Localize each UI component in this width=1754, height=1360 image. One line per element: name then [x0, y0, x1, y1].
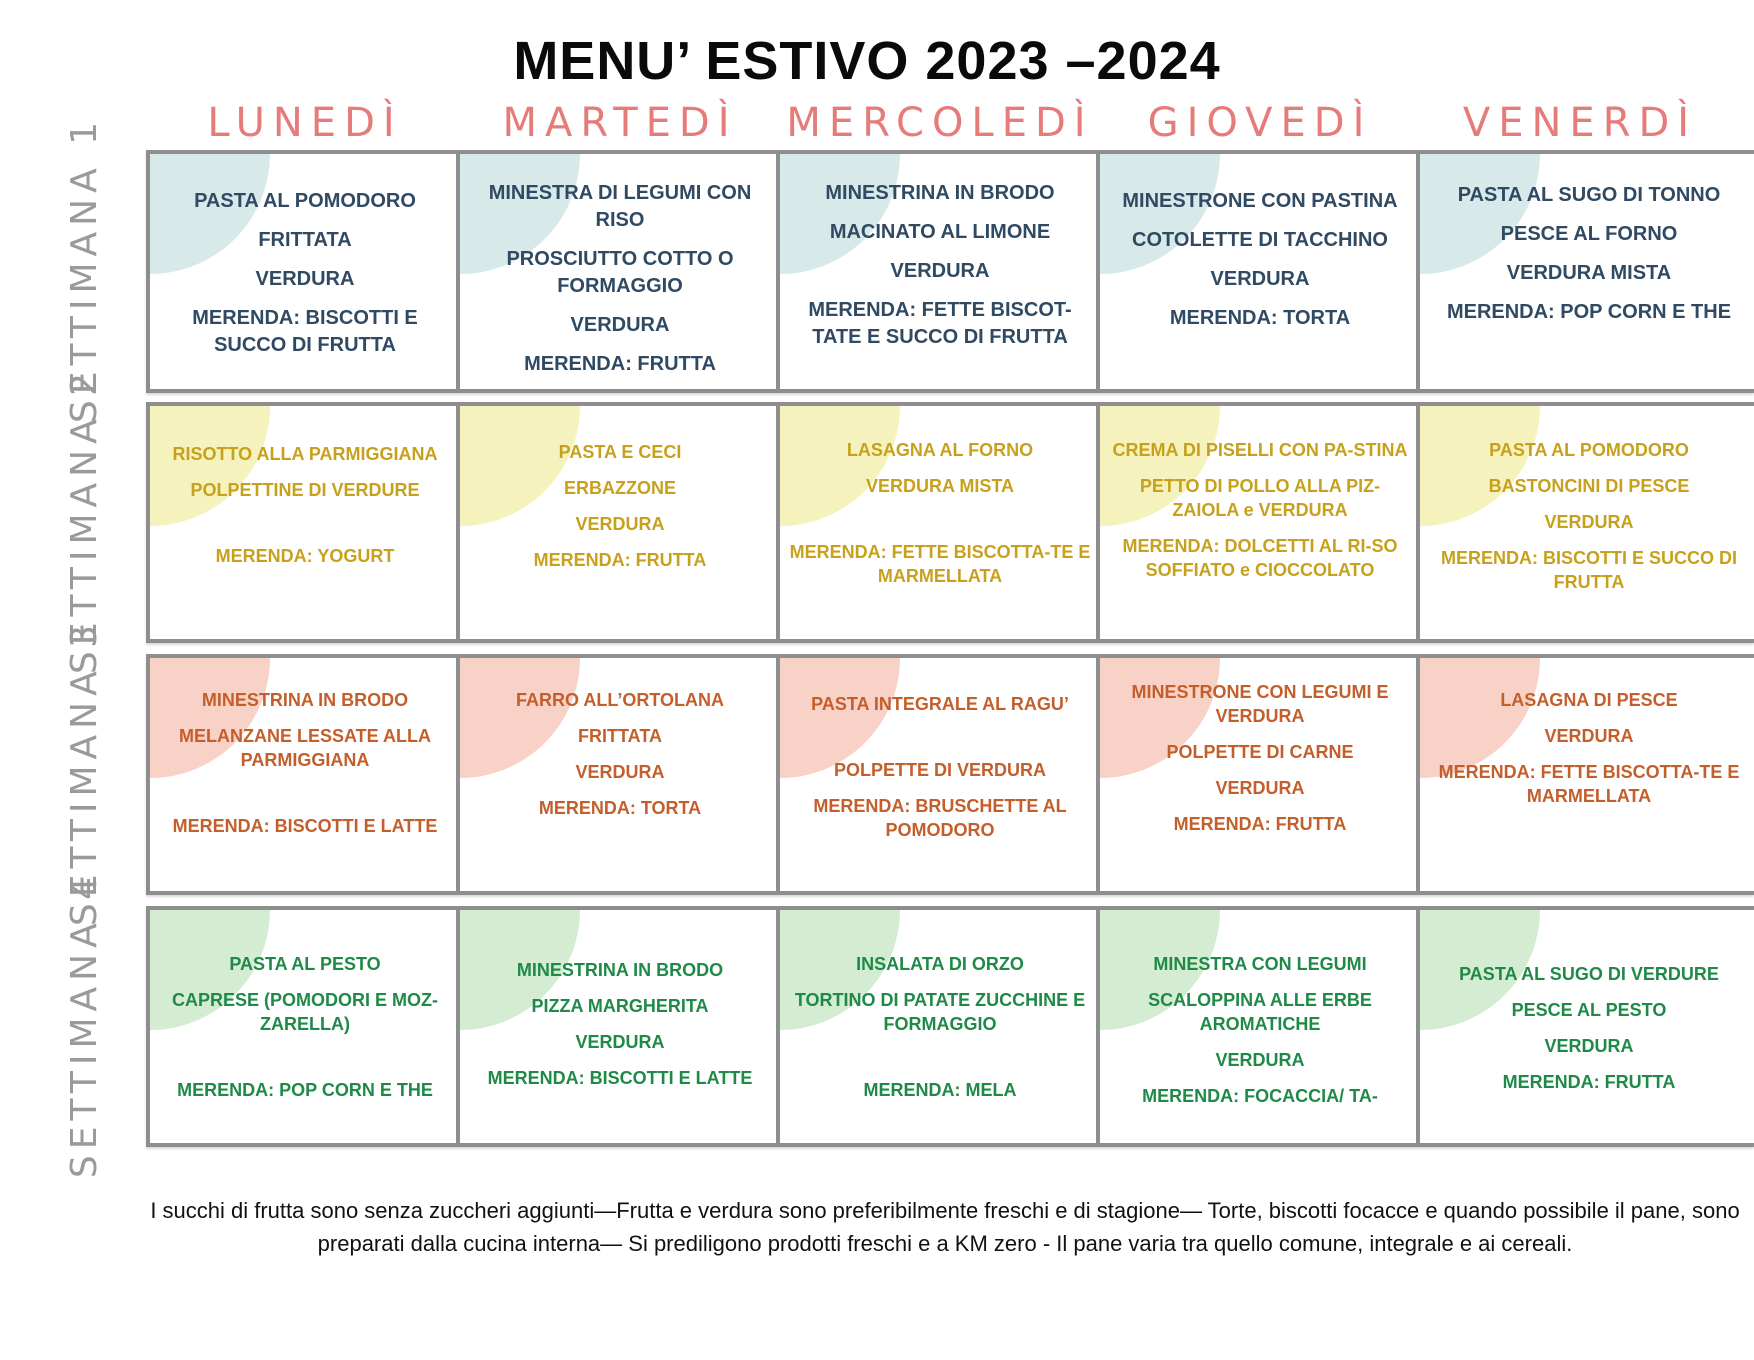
menu-item: PASTA AL SUGO DI VERDURE [1459, 964, 1719, 984]
menu-cell [146, 154, 460, 389]
menu-item: VERDURA [890, 260, 990, 282]
menu-cell [456, 910, 780, 1143]
menu-item: PASTA AL POMODORO [194, 190, 416, 212]
menu-item: MINESTRINA IN BRODO [825, 182, 1055, 204]
week-label-2 [60, 366, 110, 675]
menu-item: CREMA DI PISELLI CON PA-STINA [1112, 440, 1408, 460]
menu-item: MINESTRA DI LEGUMI CON RISO [488, 182, 752, 231]
menu-cell [1416, 406, 1754, 639]
menu-cell [1096, 658, 1420, 891]
menu-cell [1416, 910, 1754, 1143]
menu-item: MERENDA: DOLCETTI AL RI-SO SOFFIATO e CIOCCOLATO [1122, 536, 1398, 580]
week-label-3 [60, 618, 110, 927]
menu-item: POLPETTE DI VERDURA [833, 760, 1047, 780]
menu-cell [456, 154, 780, 389]
menu-item: CAPRESE (POMODORI E MOZ-ZARELLA) [171, 990, 438, 1034]
menu-items [1108, 154, 1412, 389]
menu-item: VERDURA [1544, 512, 1634, 532]
menu-cell [1096, 910, 1420, 1143]
week-row-4 [146, 906, 1754, 1147]
menu-item: VERDURA MISTA [1506, 262, 1672, 284]
menu-item: PASTA AL PESTO [229, 954, 381, 974]
menu-item: MERENDA: BISCOTTI E SUCCO DI FRUTTA [192, 307, 418, 356]
menu-item: MERENDA: FRUTTA [1502, 1072, 1676, 1092]
menu-item: COTOLETTE DI TACCHINO [1132, 229, 1388, 251]
menu-item: VERDURA [1544, 1036, 1634, 1056]
menu-items [1108, 406, 1412, 639]
menu-items [1108, 658, 1412, 891]
menu-items [1108, 910, 1412, 1143]
menu-item: MINESTRONE CON LEGUMI E VERDURA [1131, 682, 1389, 726]
menu-cell [776, 658, 1100, 891]
menu-item: MERENDA: TORTA [538, 798, 702, 818]
menu-item: BASTONCINI DI PESCE [1488, 476, 1690, 496]
menu-items [1428, 406, 1750, 639]
menu-items [1428, 658, 1750, 891]
week-label-text: SETTIMANA 2 [64, 366, 106, 675]
menu-cell [1416, 154, 1754, 389]
menu-item: LASAGNA AL FORNO [846, 440, 1034, 460]
day-header-venerdi: VENERDÌ [1462, 100, 1698, 146]
menu-item: PASTA INTEGRALE AL RAGU’ [811, 694, 1069, 714]
menu-cell [1096, 406, 1420, 639]
week-row-2 [146, 402, 1754, 643]
menu-cell [146, 406, 460, 639]
menu-item: PASTA AL POMODORO [1489, 440, 1689, 460]
menu-items [788, 910, 1092, 1143]
menu-item: PASTA AL SUGO DI TONNO [1457, 184, 1721, 206]
menu-items [1428, 154, 1750, 389]
menu-item: MERENDA: BRUSCHETTE AL POMODORO [813, 796, 1067, 840]
menu-cell [456, 658, 780, 891]
menu-items [788, 658, 1092, 891]
menu-item: VERDURA [1544, 726, 1634, 746]
menu-item: MINESTRONE CON PASTINA [1122, 190, 1398, 212]
menu-item: VERDURA [1215, 778, 1305, 798]
menu-item: MERENDA: FRUTTA [524, 353, 716, 375]
menu-cell [456, 406, 780, 639]
menu-item: PASTA E CECI [558, 442, 682, 462]
menu-item: MACINATO AL LIMONE [829, 221, 1051, 243]
menu-items [468, 910, 772, 1143]
menu-item: MERENDA: FETTE BISCOTTA-TE E MARMELLATA [789, 542, 1091, 586]
page-title: MENU’ ESTIVO 2023 –2024 [513, 31, 1221, 91]
menu-item: PESCE AL PESTO [1511, 1000, 1667, 1020]
menu-item: VERDURA [1210, 268, 1310, 290]
menu-item: MERENDA: TORTA [1169, 307, 1351, 329]
menu-item: MINESTRA CON LEGUMI [1153, 954, 1367, 974]
menu-item: MINESTRINA IN BRODO [201, 690, 409, 710]
menu-cell [1416, 658, 1754, 891]
week-label-text: SETTIMANA 3 [64, 618, 106, 927]
footer-notes: I succhi di frutta sono senza zuccheri aggiunti—Frutta e verdura sono preferibilmente freschi e di stagione— Torte, biscotti focacce e quando possibile il pane, sono preparati dalla cucina interna— Si prediligono prodotti freschi e a KM zero - Il pane varia tra quello comune, integrale e ai cereali. [150, 1198, 1740, 1256]
menu-items [158, 154, 452, 389]
day-header-mercoledi: MERCOLEDÌ [786, 100, 1094, 146]
menu-item: MERENDA: BISCOTTI E LATTE [487, 1068, 753, 1088]
menu-item: PROSCIUTTO COTTO O FORMAGGIO [506, 248, 734, 297]
menu-item: MERENDA: MELA [863, 1080, 1017, 1100]
menu-items [468, 154, 772, 389]
week-label-text: SETTIMANA 4 [64, 870, 106, 1179]
menu-item: MERENDA: BISCOTTI E SUCCO DI FRUTTA [1440, 548, 1737, 592]
menu-item: VERDURA [575, 762, 665, 782]
menu-item: MERENDA: FETTE BISCOT-TATE E SUCCO DI FRUTTA [808, 299, 1072, 348]
week-label-1 [60, 115, 110, 424]
menu-items [158, 406, 452, 639]
menu-cell [776, 406, 1100, 639]
menu-item: FRITTATA [258, 229, 352, 251]
menu-item: POLPETTINE DI VERDURE [190, 480, 420, 500]
menu-items [468, 406, 772, 639]
menu-item: VERDURA [570, 314, 670, 336]
menu-item: VERDURA [575, 1032, 665, 1052]
week-row-1 [146, 150, 1754, 393]
menu-item: POLPETTE DI CARNE [1166, 742, 1354, 762]
menu-item: RISOTTO ALLA PARMIGGIANA [172, 444, 438, 464]
menu-item: PIZZA MARGHERITA [531, 996, 709, 1016]
menu-cell [1096, 154, 1420, 389]
day-header-lunedi: LUNEDÌ [207, 100, 403, 146]
day-header-giovedi: GIOVEDÌ [1147, 100, 1373, 146]
week-label-4 [60, 870, 110, 1179]
menu-item: MERENDA: BISCOTTI E LATTE [172, 816, 438, 836]
day-header-martedi: MARTEDÌ [502, 100, 738, 146]
menu-item: LASAGNA DI PESCE [1500, 690, 1678, 710]
week-label-text: SETTIMANA 1 [64, 115, 106, 424]
menu-item: MERENDA: FETTE BISCOTTA-TE E MARMELLATA [1438, 762, 1740, 806]
menu-cell [776, 154, 1100, 389]
menu-item: MINESTRINA IN BRODO [516, 960, 724, 980]
menu-item: SCALOPPINA ALLE ERBE AROMATICHE [1148, 990, 1372, 1034]
menu-item: MERENDA: YOGURT [215, 546, 395, 566]
menu-items [1428, 910, 1750, 1143]
menu-item: MELANZANE LESSATE ALLA PARMIGGIANA [179, 726, 431, 770]
menu-item: INSALATA DI ORZO [856, 954, 1024, 974]
menu-item: MERENDA: FRUTTA [533, 550, 707, 570]
menu-items [158, 910, 452, 1143]
menu-items [468, 658, 772, 891]
menu-item: ERBAZZONE [564, 478, 676, 498]
menu-item: PESCE AL FORNO [1500, 223, 1678, 245]
menu-item: MERENDA: POP CORN E THE [1446, 301, 1732, 323]
menu-item: VERDURA [575, 514, 665, 534]
menu-items [788, 154, 1092, 389]
menu-item: FARRO ALL’ORTOLANA [516, 690, 724, 710]
menu-item: TORTINO DI PATATE ZUCCHINE E FORMAGGIO [794, 990, 1086, 1034]
menu-item: FRITTATA [578, 726, 662, 746]
menu-cell [146, 658, 460, 891]
menu-items [158, 658, 452, 891]
menu-item: VERDURA MISTA [866, 476, 1014, 496]
menu-item: MERENDA: FOCACCIA/ TA- [1142, 1086, 1378, 1106]
menu-cell [146, 910, 460, 1143]
menu-items [788, 406, 1092, 639]
menu-cell [776, 910, 1100, 1143]
menu-item: PETTO DI POLLO ALLA PIZ-ZAIOLA e VERDURA [1139, 476, 1381, 520]
menu-item: MERENDA: FRUTTA [1173, 814, 1347, 834]
menu-item: VERDURA [255, 268, 355, 290]
week-row-3 [146, 654, 1754, 895]
menu-item: VERDURA [1215, 1050, 1305, 1070]
menu-item: MERENDA: POP CORN E THE [177, 1080, 433, 1100]
